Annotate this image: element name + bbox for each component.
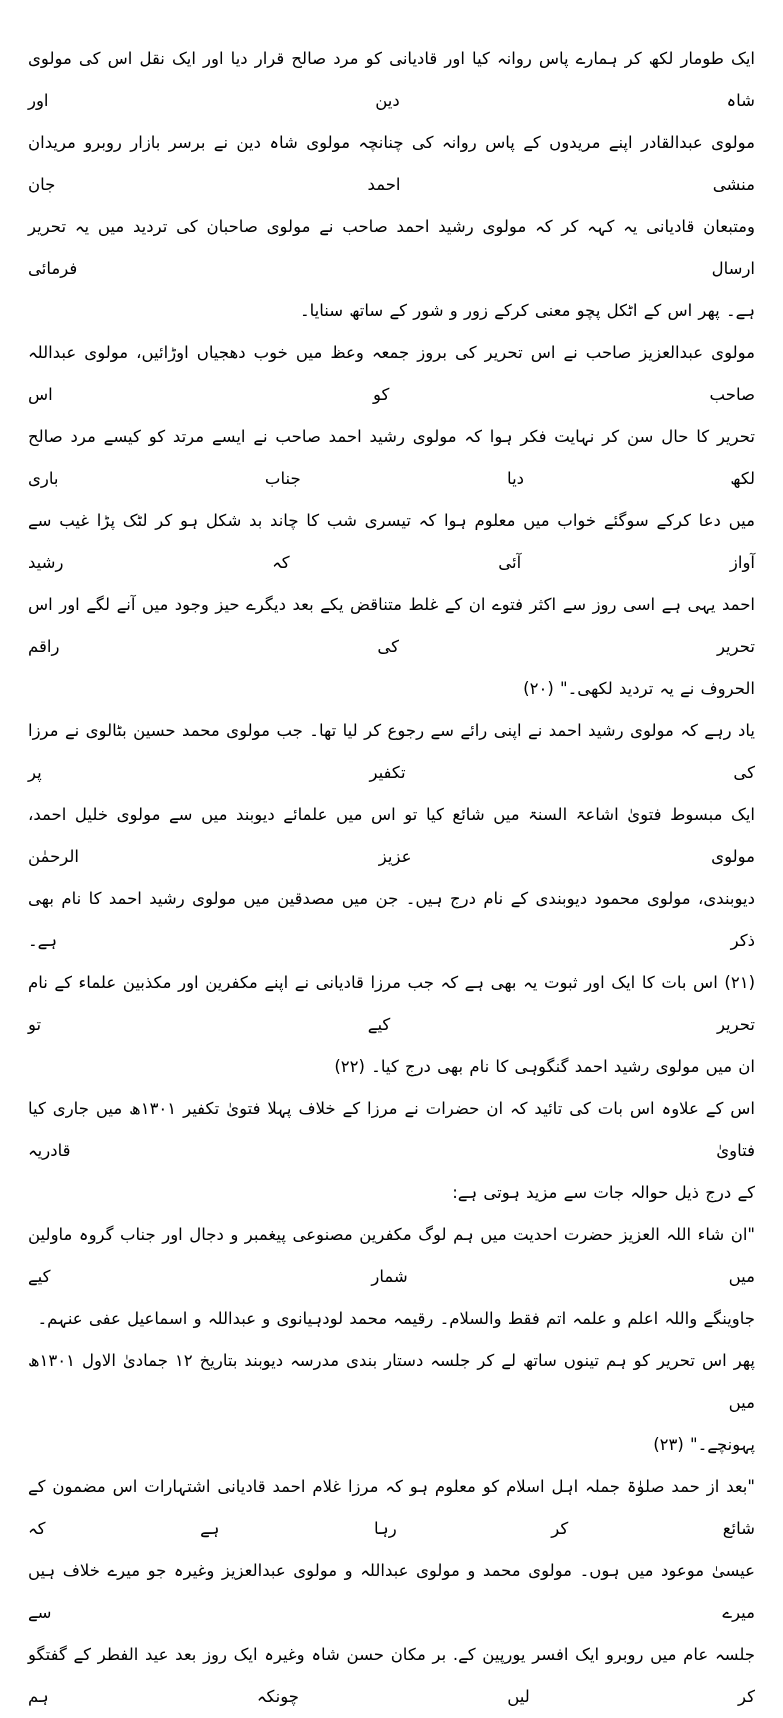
text-line: یاد رہے کہ مولوی رشید احمد نے اپنی رائے سے رجوع کر لیا تھا۔ جب مولوی محمد حسین بٹالوی نے مرزا کی تکفیر پر <box>28 721 755 782</box>
text-line-footnote-21: (۲۱) اس بات کا ایک اور ثبوت یہ بھی ہے کہ جب مرزا قادیانی نے اپنے مکفرین اور مکذبین علماء کے نام تحریر کیے تو <box>28 973 755 1034</box>
text-line: احمد یہی ہے اسی روز سے اکثر فتوے ان کے غلط متناقض یکے بعد دیگرے حیز وجود میں آنے لگے اور اس تحریر کی راقم <box>28 595 755 656</box>
text-line: مولوی عبدالعزیز صاحب نے اس تحریر کی بروز جمعہ وعظ میں خوب دھجیاں اوڑائیں، مولوی عبداللہ صاحب کو اس <box>28 343 755 404</box>
text-line-quote-end: جاوینگے واللہ اعلم و علمہ اتم فقط والسلام۔ رقیمہ محمد لودہیانوی و عبداللہ و اسماعیل عفی عنہم۔ <box>37 1309 755 1328</box>
text-line-quote: عیسیٰ موعود میں ہوں۔ مولوی محمد و مولوی عبداللہ و مولوی عبدالعزیز وغیرہ جو میرے خلاف ہیں میرے سے <box>28 1561 755 1622</box>
text-line: پھر اس تحریر کو ہم تینوں ساتھ لے کر جلسہ دستار بندی مدرسہ دیوبند بتاریخ ۱۲ جمادیٰ الاول ۱۳۰۱ھ میں <box>28 1351 755 1412</box>
text-line-footnote-20: الحروف نے یہ تردید لکھی۔" (۲۰) <box>523 679 755 698</box>
text-line: مولوی عبدالقادر اپنے مریدوں کے پاس روانہ کی چنانچہ مولوی شاہ دین نے برسر بازار روبرو مریدان منشی احمد جان <box>28 133 755 194</box>
text-line: میں دعا کرکے سوگئے خواب میں معلوم ہوا کہ تیسری شب کا چاند بد شکل ہو کر لٹک پڑا غیب سے آواز آئی کہ رشید <box>28 511 755 572</box>
text-line-footnote-22: ان میں مولوی رشید احمد گنگوہی کا نام بھی درج کیا۔ (۲۲) <box>334 1057 755 1076</box>
text-line: دیوبندی، مولوی محمود دیوبندی کے نام درج ہیں۔ جن میں مصدقین میں مولوی رشید احمد کا نام بھی ذکر ہے۔ <box>28 889 755 950</box>
text-line-paragraph-end: کے درج ذیل حوالہ جات سے مزید ہوتی ہے: <box>452 1183 755 1202</box>
text-line: تحریر کا حال سن کر نہایت فکر ہوا کہ مولوی رشید احمد صاحب نے ایسے مرتد کو کیسے مرد صالح لکھ دیا جناب باری <box>28 427 755 488</box>
text-line-footnote-23: پہونچے۔" (۲۳) <box>653 1435 755 1454</box>
text-line: ومتبعان قادیانی یہ کہہ کر کہ مولوی رشید احمد صاحب نے مولوی صاحبان کی تردید میں یہ تحریر ارسال فرمائی <box>28 217 755 278</box>
text-line: ایک طومار لکھ کر ہمارے پاس روانہ کیا اور قادیانی کو مرد صالح قرار دیا اور ایک نقل اس کی مولوی شاہ دین اور <box>28 49 755 110</box>
text-line-quote: "بعد از حمد صلوٰۃ جملہ اہل اسلام کو معلوم ہو کہ مرزا غلام احمد قادیانی اشتہارات اس مضمون کے شائع کر رہا ہے کہ <box>28 1477 755 1538</box>
text-line-paragraph-end: ہے۔ پھر اس کے اٹکل پچو معنی کرکے زور و شور کے ساتھ سنایا۔ <box>299 301 755 320</box>
text-line-quote: جلسہ عام میں روبرو ایک افسر یورپین کے. بر مکان حسن شاہ وغیرہ ایک روز بعد عید الفطر کے گفتگو کر لیں چونکہ ہم <box>28 1645 755 1706</box>
text-line: ایک مبسوط فتویٰ اشاعۃ السنۃ میں شائع کیا تو اس میں علمائے دیوبند میں سے مولوی خلیل احمد، مولوی عزیز الرحمٰن <box>28 805 755 866</box>
text-line: اس کے علاوہ اس بات کی تائید کہ ان حضرات نے مرزا کے خلاف پہلا فتویٰ تکفیر ۱۳۰۱ھ میں جاری کیا فتاویٰ قادریہ <box>28 1099 755 1160</box>
text-line-quote: "ان شاء اللہ العزیز حضرت احدیت میں ہم لوگ مکفرین مصنوعی پیغمبر و دجال اور جناب گروہ ماولین میں شمار کیے <box>28 1225 755 1286</box>
